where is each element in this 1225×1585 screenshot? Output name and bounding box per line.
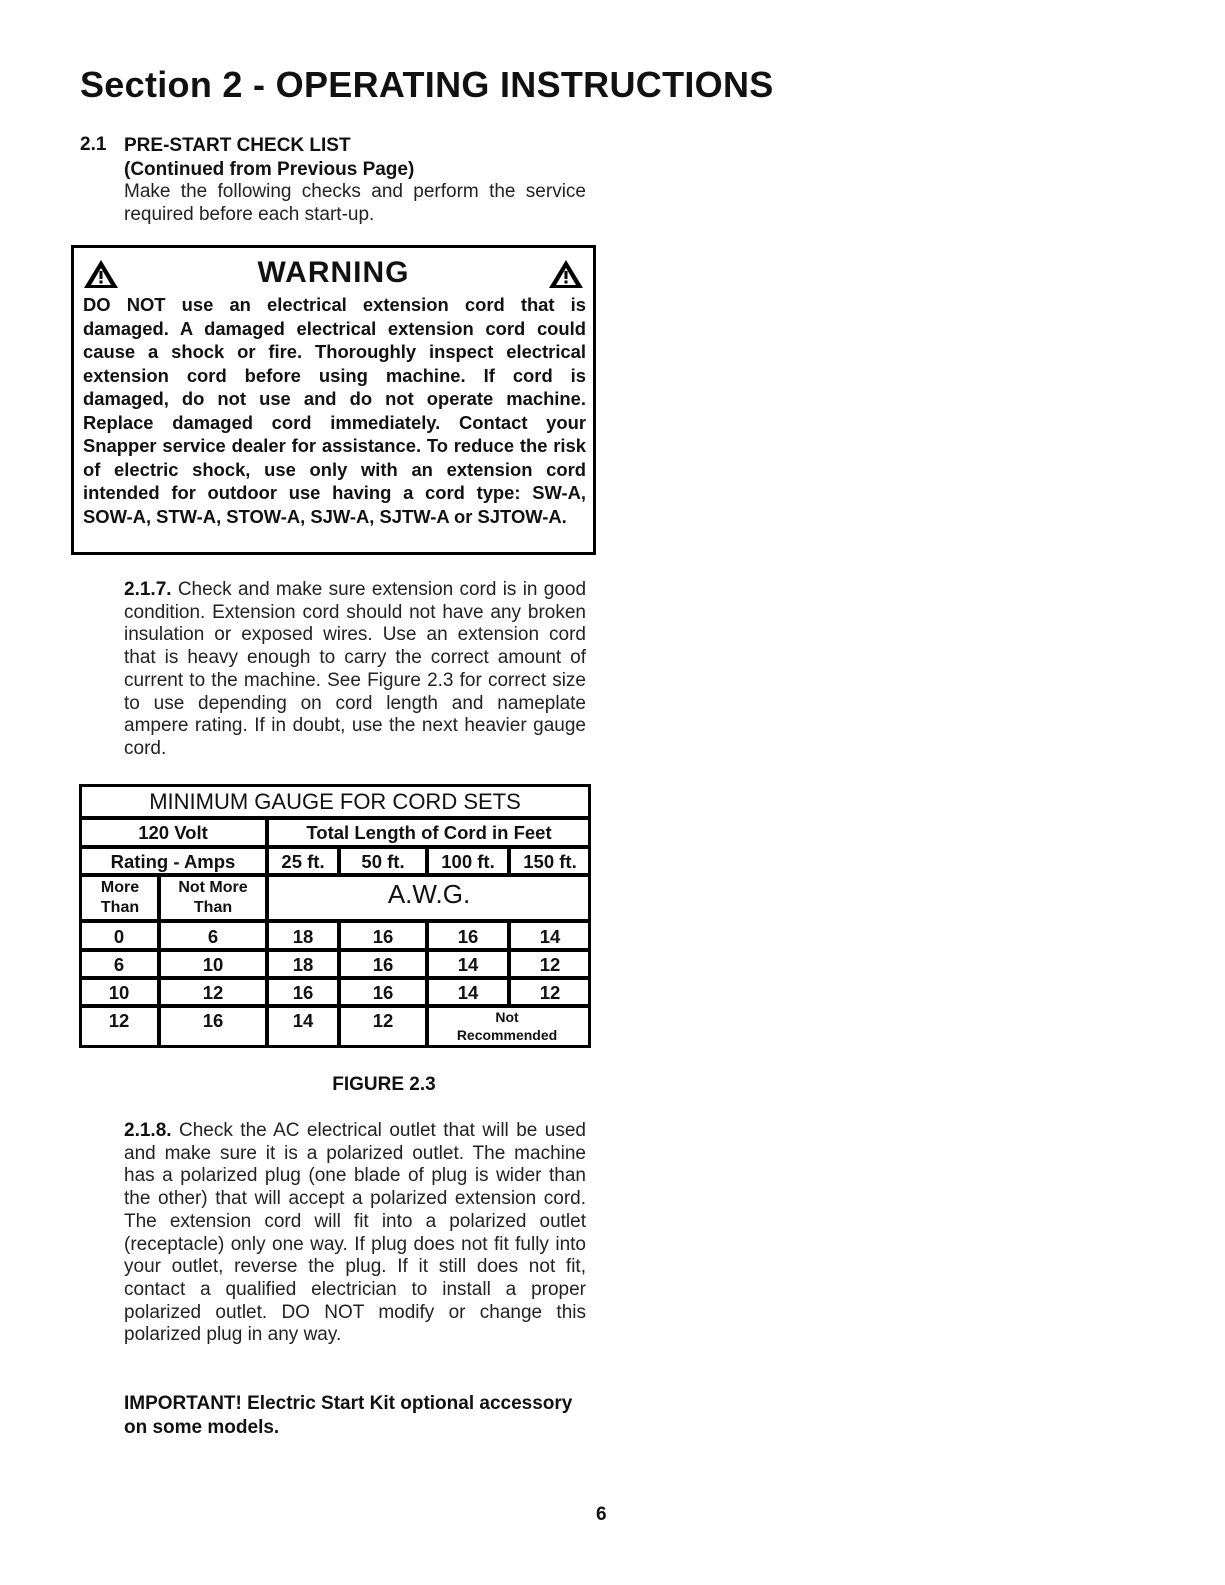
row-1-25ft: 18: [292, 954, 314, 975]
section-title: Section 2 - OPERATING INSTRUCTIONS: [80, 64, 774, 105]
row-0-50ft: 16: [372, 926, 394, 947]
not-recommended-label: Not Recommended: [456, 1009, 558, 1043]
rating-header: Rating - Amps: [110, 851, 236, 872]
warning-box: [71, 245, 596, 555]
row-1-150ft: 12: [539, 954, 561, 975]
length-25ft: 25 ft.: [281, 851, 325, 872]
warning-triangle-icon: [548, 259, 584, 289]
paragraph-number: 2.1.8.: [124, 1120, 172, 1141]
gauge-table: [79, 784, 591, 1048]
row-1-50ft: 16: [372, 954, 394, 975]
more-than-header: More Than: [100, 879, 140, 916]
row-1-not-more: 10: [202, 954, 224, 975]
row-1-more: 6: [113, 954, 125, 975]
length-header: Total Length of Cord in Feet: [306, 822, 552, 843]
subsection-number: 2.1: [80, 134, 107, 155]
paragraph-2-1-7: [124, 579, 586, 761]
row-2-150ft: 12: [539, 982, 561, 1003]
warning-text: DO NOT use an electrical extension cord that is damaged. A damaged electrical extension cord could cause a shock or fire. Thoroughly inspect electrical extension cord before using machine. If cord is damaged, do not use and do not operate machine. Replace damaged cord immediately. Contact your Snapper service dealer for assistance. To reduce the risk of electric shock, use only with an extension cord intended for outdoor use having a cord type: SW-A, SOW-A, STW-A, STOW-A, SJW-A, SJTW-A or SJTOW-A.: [83, 294, 586, 527]
row-0-100ft: 16: [457, 926, 479, 947]
paragraph-text: Check the AC electrical outlet that will be used and make sure it is a polarized outlet. The machine has a polarized plug (one blade of plug is wider than the other) that will accept a polarized extension cord. The extension cord will fit into a polarized outlet (receptacle) only one way. If plug does not fit fully into your outlet, reverse the plug. If it still does not fit, contact a qualified electrician to install a proper polarized outlet. DO NOT modify or change this polarized plug in any way.: [124, 1120, 586, 1346]
row-3-not-more: 16: [202, 1010, 224, 1031]
length-150ft: 150 ft.: [523, 851, 577, 872]
paragraph-text: Check and make sure extension cord is in good condition. Extension cord should not have any broken insulation or exposed wires. Use an extension cord that is heavy enough to carry the correct amount of current to the machine. See Figure 2.3 for correct size to use depending on cord length and nameplate ampere rating. If in doubt, use the next heavier gauge cord.: [124, 579, 587, 759]
row-2-100ft: 14: [457, 982, 479, 1003]
page-number: 6: [596, 1504, 607, 1525]
paragraph-2-1-8: [124, 1120, 586, 1347]
warning-title: WARNING: [257, 256, 410, 289]
subsection-intro: Make the following checks and perform the service required before each start-up.: [124, 181, 586, 225]
row-0-not-more: 6: [207, 926, 219, 947]
subsection-title: PRE-START CHECK LIST: [124, 135, 351, 156]
row-2-50ft: 16: [372, 982, 394, 1003]
voltage-header: 120 Volt: [138, 822, 208, 843]
important-note: IMPORTANT! Electric Start Kit optional accessory on some models.: [124, 1393, 573, 1438]
gauge-table-title: MINIMUM GAUGE FOR CORD SETS: [149, 789, 521, 814]
subsection-subtitle: (Continued from Previous Page): [124, 159, 415, 180]
row-2-more: 10: [108, 982, 130, 1003]
length-100ft: 100 ft.: [441, 851, 495, 872]
awg-unit: A.W.G.: [387, 879, 471, 909]
row-1-100ft: 14: [457, 954, 479, 975]
row-2-not-more: 12: [202, 982, 224, 1003]
paragraph-number: 2.1.7.: [124, 579, 172, 600]
row-3-25ft: 14: [292, 1010, 314, 1031]
row-0-150ft: 14: [539, 926, 561, 947]
length-50ft: 50 ft.: [361, 851, 405, 872]
figure-caption: FIGURE 2.3: [332, 1074, 436, 1095]
row-2-25ft: 16: [292, 982, 314, 1003]
row-0-25ft: 18: [292, 926, 314, 947]
not-more-than-header: Not More Than: [178, 879, 248, 916]
subsection-heading: [124, 134, 604, 182]
row-3-50ft: 12: [372, 1010, 394, 1031]
row-0-more: 0: [113, 926, 125, 947]
row-3-more: 12: [108, 1010, 130, 1031]
